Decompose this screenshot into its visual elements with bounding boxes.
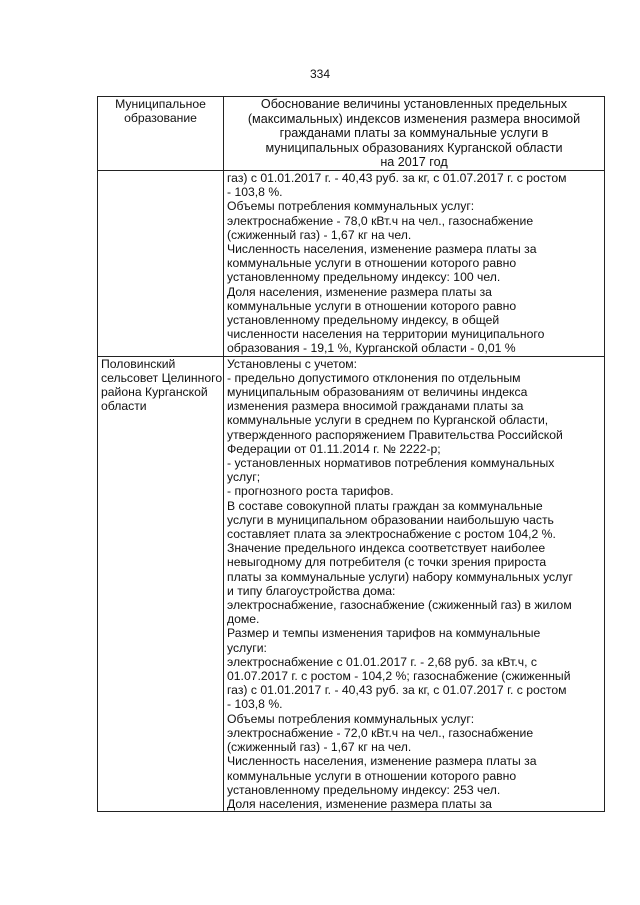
document-table	[97, 96, 605, 812]
justification-line: Федерации от 01.11.2014 г. № 2222-р;	[227, 441, 441, 456]
table-header-row	[98, 97, 605, 171]
justification-line: электроснабжение, газоснабжение (сжиженный газ) в жилом	[227, 598, 572, 613]
justification-line: коммунальные услуги в отношении которого равно	[227, 298, 517, 313]
municipality-cell	[98, 170, 224, 356]
justification-line: составляет плата за электроснабжение с ростом 104,2 %.	[227, 527, 556, 542]
justification-line: Доля населения, изменение размера платы за	[227, 796, 492, 811]
justification-line: - предельно допустимого отклонения по отдельным	[227, 370, 521, 385]
justification-line: Значение предельного индекса соответствует наиболее	[227, 541, 546, 556]
header-col2-line: муниципальных образованиях Курганской области	[265, 140, 563, 155]
municipality-line: сельсовет Целинного	[101, 370, 223, 385]
justification-line: коммунальные услуги в отношении которого равно	[227, 768, 517, 783]
justification-line: установленному предельному индексу: 100 чел.	[227, 270, 501, 285]
justification-line: Численность населения, изменение размера платы за	[227, 241, 537, 256]
justification-line: (сжиженный газ) - 1,67 кг на чел.	[227, 740, 412, 755]
justification-line: Размер и темпы изменения тарифов на коммунальные	[227, 626, 541, 641]
justification-line: коммунальные услуги в среднем по Курганской области,	[227, 413, 549, 428]
header-col2-line: на 2017 год	[380, 155, 448, 170]
justification-line: установленному предельному индексу, в общей	[227, 313, 500, 327]
justification-line: услуги:	[227, 640, 267, 655]
justification-line: образования - 19,1 %, Курганской области - 0,01 %	[227, 341, 516, 356]
justification-line: численности населения на территории муниципального	[227, 327, 545, 342]
header-col-municipality	[98, 97, 224, 171]
justification-line: газ) с 01.01.2017 г. - 40,43 руб. за кг, с 01.07.2017 г. с ростом	[227, 683, 567, 698]
justification-line: электроснабжение с 01.01.2017 г. - 2,68 руб. за кВт.ч, с	[227, 654, 537, 669]
header-col2-line: гражданами платы за коммунальные услуги в	[279, 126, 549, 141]
justification-line: газ) с 01.01.2017 г. - 40,43 руб. за кг, с 01.07.2017 г. с ростом	[227, 170, 567, 185]
justification-line: доме.	[227, 612, 260, 627]
justification-line: платы за коммунальные услуги) набору коммунальных услуг	[227, 569, 573, 584]
justification-cell	[224, 170, 605, 356]
justification-line: Объемы потребления коммунальных услуг:	[227, 199, 475, 214]
municipality-line: области	[101, 399, 147, 414]
justification-line: и типу благоустройства дома:	[227, 583, 396, 598]
header-col1-line: образование	[124, 111, 197, 126]
justification-line: изменения размера вносимой гражданами платы за	[227, 399, 524, 414]
header-col1-line: Муниципальное	[115, 97, 206, 111]
justification-line: - прогнозного роста тарифов.	[227, 484, 394, 499]
justification-line: (сжиженный газ) - 1,67 кг на чел.	[227, 227, 412, 242]
justification-line: Доля населения, изменение размера платы за	[227, 284, 492, 299]
municipality-cell	[98, 356, 224, 812]
justification-line: В составе совокупной платы граждан за коммунальные	[227, 498, 543, 513]
municipality-line: Половинский	[101, 356, 176, 371]
justification-line: Объемы потребления коммунальных услуг:	[227, 711, 475, 726]
municipality-line: района Курганской	[101, 385, 208, 400]
justification-cell	[224, 356, 605, 812]
justification-line: коммунальные услуги в отношении которого равно	[227, 256, 517, 271]
justification-line: Численность населения, изменение размера платы за	[227, 754, 537, 769]
justification-line: услуги в муниципальном образовании наибольшую часть	[227, 512, 554, 527]
justification-line: установленному предельному индексу: 253 чел.	[227, 782, 501, 797]
header-col-justification	[224, 97, 605, 171]
justification-line: услуг;	[227, 470, 261, 485]
justification-line: 01.07.2017 г. с ростом - 104,2 %; газоснабжение (сжиженный	[227, 669, 571, 684]
page-number: 334	[309, 67, 331, 81]
justification-line: невыгодному для потребителя (с точки зрения прироста	[227, 555, 547, 570]
table-row	[98, 356, 605, 812]
justification-line: утвержденного распоряжением Правительства Российской	[227, 427, 563, 442]
header-col2-line: (максимальных) индексов изменения размера вносимой	[247, 111, 581, 126]
header-col2-line: Обоснование величины установленных предельных	[260, 97, 568, 111]
justification-line: - установленных нормативов потребления коммунальных	[227, 456, 555, 471]
justification-line: электроснабжение - 78,0 кВт.ч на чел., газоснабжение	[227, 213, 534, 228]
justification-line: муниципальным образованиям от величины индекса	[227, 385, 528, 400]
justification-line: - 103,8 %.	[227, 185, 283, 200]
justification-line: Установлены с учетом:	[227, 356, 357, 371]
justification-line: электроснабжение - 72,0 кВт.ч на чел., газоснабжение	[227, 725, 534, 740]
table-row	[98, 170, 605, 356]
justification-line: - 103,8 %.	[227, 697, 283, 712]
